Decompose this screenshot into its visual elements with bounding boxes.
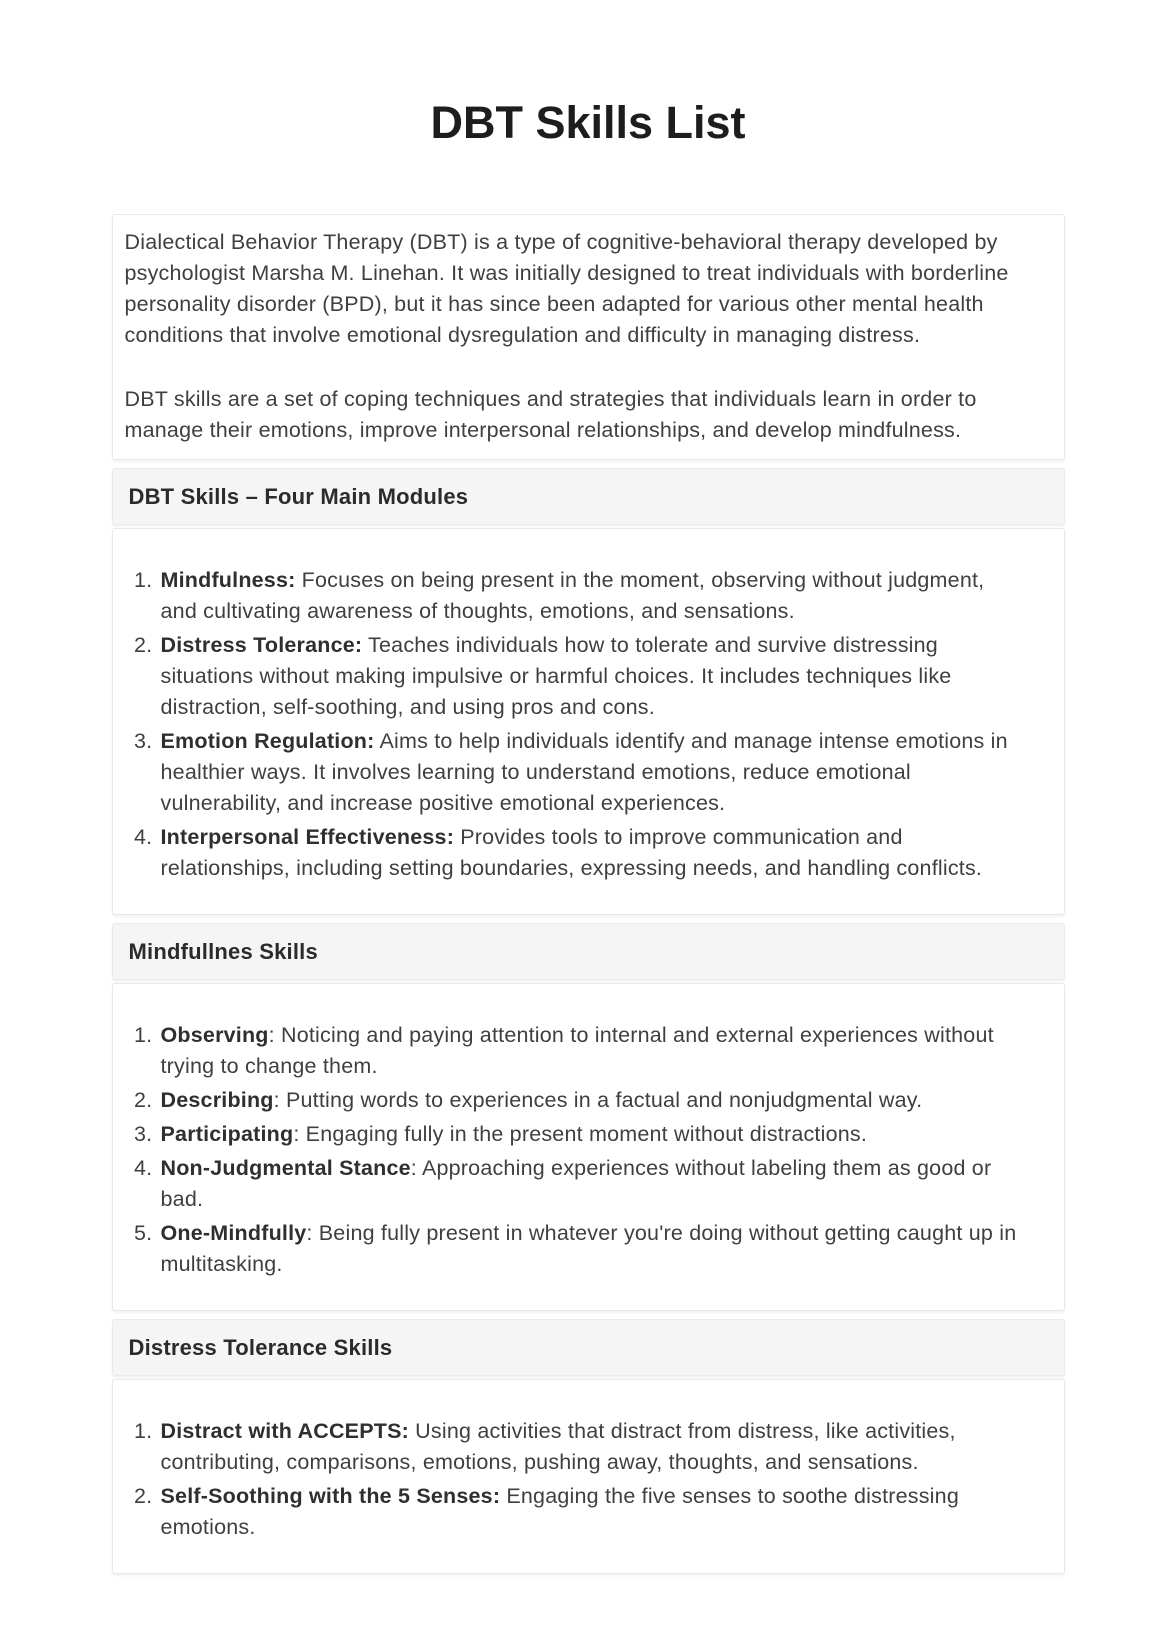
section-heading-modules: DBT Skills – Four Main Modules	[128, 484, 469, 509]
list-item	[159, 1119, 1023, 1150]
item-text: : Putting words to experiences in a factual and nonjudgmental way.	[273, 1088, 923, 1112]
item-text: Using activities that distract from distress, like activities, contributing, comparisons, emotions, pushing away, thoughts, and sensations.	[160, 1419, 956, 1474]
document-title: DBT Skills List	[430, 97, 746, 148]
item-term: Emotion Regulation:	[160, 729, 375, 753]
section-heading-band-modules	[112, 468, 1065, 525]
list-item	[159, 565, 1023, 627]
mindfulness-skills-card	[112, 983, 1065, 1311]
section-heading-distress-tolerance: Distress Tolerance Skills	[128, 1335, 393, 1360]
list-item	[159, 1416, 1023, 1478]
intro-card	[112, 214, 1065, 460]
list-item	[159, 726, 1023, 819]
intro-paragraph-1: Dialectical Behavior Therapy (DBT) is a type of cognitive-behavioral therapy developed by psychologist Marsha M. Linehan. It was initially designed to treat individuals with borderline personality disorder (BPD), but it has since been adapted for various other mental health conditions that involve emotional dysregulation and difficulty in managing distress.	[124, 230, 1009, 347]
section-heading-band-distress-tolerance	[112, 1319, 1065, 1376]
content-container	[112, 214, 1065, 1574]
modules-list	[125, 565, 1044, 884]
section-heading-band-mindfulness	[112, 923, 1065, 980]
item-text: Engaging the five senses to soothe distressing emotions.	[160, 1484, 959, 1539]
item-term: Observing	[160, 1023, 269, 1047]
item-term: One-Mindfully	[160, 1221, 307, 1245]
list-item	[159, 1020, 1023, 1082]
item-text: : Engaging fully in the present moment without distractions.	[293, 1122, 868, 1146]
item-text: : Being fully present in whatever you're doing without getting caught up in multitasking.	[160, 1221, 1017, 1276]
distress-tolerance-skills-list	[125, 1416, 1044, 1543]
list-item	[159, 1085, 1023, 1116]
item-term: Participating	[160, 1122, 294, 1146]
item-text: Teaches individuals how to tolerate and survive distressing situations without making impulsive or harmful choices. It includes techniques like distraction, self-soothing, and using pros and cons.	[160, 633, 952, 719]
item-text: : Noticing and paying attention to internal and external experiences without trying to change them.	[160, 1023, 994, 1078]
mindfulness-skills-list	[125, 1020, 1044, 1280]
item-term: Describing	[160, 1088, 274, 1112]
list-item	[159, 1481, 1023, 1543]
item-term: Non-Judgmental Stance	[160, 1156, 411, 1180]
list-item	[159, 630, 1023, 723]
item-text: Focuses on being present in the moment, observing without judgment, and cultivating awareness of thoughts, emotions, and sensations.	[160, 568, 985, 623]
item-term: Mindfulness:	[160, 568, 296, 592]
list-item	[159, 822, 1023, 884]
list-item	[159, 1218, 1023, 1280]
item-term: Interpersonal Effectiveness:	[160, 825, 455, 849]
section-heading-mindfulness: Mindfullnes Skills	[128, 939, 318, 964]
modules-card	[112, 528, 1065, 915]
intro-paragraph-2: DBT skills are a set of coping techniques and strategies that individuals learn in order to manage their emotions, improve interpersonal relationships, and develop mindfulness.	[124, 387, 977, 442]
item-term: Self-Soothing with the 5 Senses:	[160, 1484, 501, 1508]
item-text: Provides tools to improve communication and relationships, including setting boundaries, expressing needs, and handling conflicts.	[160, 825, 983, 880]
list-item	[159, 1153, 1023, 1215]
item-text: : Approaching experiences without labeling them as good or bad.	[160, 1156, 992, 1211]
item-term: Distract with ACCEPTS:	[160, 1419, 409, 1443]
distress-tolerance-skills-card	[112, 1379, 1065, 1574]
item-text: Aims to help individuals identify and manage intense emotions in healthier ways. It involves learning to understand emotions, reduce emotional vulnerability, and increase positive emotional experiences.	[160, 729, 1008, 815]
item-term: Distress Tolerance:	[160, 633, 363, 657]
